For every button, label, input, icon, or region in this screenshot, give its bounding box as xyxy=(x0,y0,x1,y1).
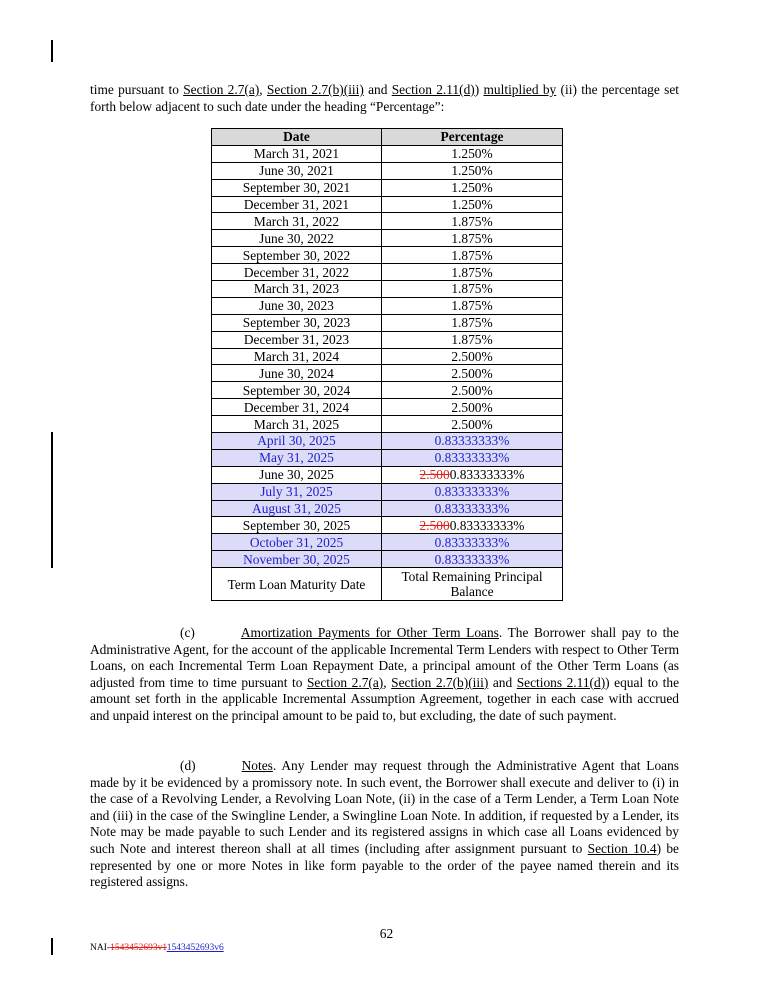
percent-sign: % xyxy=(513,517,525,533)
intro-text: , xyxy=(259,82,267,97)
percentage-cell: 1.875% xyxy=(382,331,563,348)
document-footer xyxy=(90,943,224,953)
date-cell: March 31, 2024 xyxy=(212,348,382,365)
header-date: Date xyxy=(212,129,382,146)
date-cell: June 30, 2024 xyxy=(212,365,382,382)
date-cell: November 30, 2025 xyxy=(212,551,382,568)
paragraph-text: and xyxy=(488,674,517,690)
table-row xyxy=(212,314,563,331)
table-row xyxy=(212,281,563,298)
table-row xyxy=(212,534,563,551)
footer-prefix: NAI- xyxy=(90,943,111,953)
percentage-cell: 1.875% xyxy=(382,230,563,247)
table-row xyxy=(212,179,563,196)
amortization-table xyxy=(211,128,563,601)
date-cell: December 31, 2024 xyxy=(212,399,382,416)
percentage-cell: 1.250% xyxy=(382,179,563,196)
deleted-percentage: 2.500 xyxy=(419,517,450,533)
table-row xyxy=(212,399,563,416)
section-ref: Section 2.11(d) xyxy=(391,82,475,97)
intro-paragraph xyxy=(90,82,679,115)
paragraph-c xyxy=(90,625,679,725)
percentage-cell: 1.250% xyxy=(382,162,563,179)
paragraph-d xyxy=(90,758,679,891)
date-cell: October 31, 2025 xyxy=(212,534,382,551)
percentage-cell: 1.875% xyxy=(382,314,563,331)
paragraph-text: ) equal to the amount set forth in the applicable Incremental Assumption Agreement, together in each case with accrued and unpaid interest on the principal amount to be paid to, but excluding, the date of such payment. xyxy=(90,674,680,723)
date-cell: September 30, 2025 xyxy=(212,517,382,534)
table-row xyxy=(212,416,563,433)
percentage-cell: 2.500% xyxy=(382,399,563,416)
section-ref: Sections 2.11(d) xyxy=(516,674,606,690)
page-number: 62 xyxy=(379,926,394,941)
table-row xyxy=(212,433,563,450)
percentage-cell: 1.875% xyxy=(382,281,563,298)
percentage-cell: 2.500% xyxy=(382,416,563,433)
table-row xyxy=(212,517,563,534)
paragraph-label: (c) xyxy=(180,625,195,640)
percentage-cell: 0.83333333% xyxy=(382,534,563,551)
table-row xyxy=(212,196,563,213)
date-cell: Term Loan Maturity Date xyxy=(212,568,382,601)
percentage-cell: 2.500% xyxy=(382,348,563,365)
table-row xyxy=(212,297,563,314)
table-row xyxy=(212,551,563,568)
percent-sign: % xyxy=(513,467,525,483)
percentage-cell: 1.875% xyxy=(382,264,563,281)
table-row xyxy=(212,331,563,348)
section-ref: Section 2.7(a) xyxy=(306,674,384,690)
footer-added-id: 1543452693v6 xyxy=(166,943,224,953)
percentage-cell: 1.250% xyxy=(382,145,563,162)
date-cell: September 30, 2021 xyxy=(212,179,382,196)
table-row xyxy=(212,348,563,365)
date-cell: September 30, 2022 xyxy=(212,247,382,264)
date-cell: June 30, 2021 xyxy=(212,162,382,179)
percentage-cell: 1.875% xyxy=(382,247,563,264)
percentage-cell: Total Remaining Principal Balance xyxy=(382,568,563,601)
table-row xyxy=(212,247,563,264)
date-cell: June 30, 2025 xyxy=(212,466,382,483)
percentage-cell: 0.83333333% xyxy=(382,483,563,500)
date-cell: August 31, 2025 xyxy=(212,500,382,517)
percentage-cell: 0.83333333% xyxy=(382,551,563,568)
date-cell: September 30, 2024 xyxy=(212,382,382,399)
intro-text: ) xyxy=(474,82,484,97)
paragraph-text: . The Borrower shall pay to the Administrative Agent, for the account of the applicable Incremental Term Lenders with respect to Other Term Loans, on each Incremental Term Loan Repayment Date, a principal amount of the Other Term Loans (as adjusted from time to time pursuant to xyxy=(90,625,679,690)
paragraph-text: . Any Lender may request through the Administrative Agent that Loans made by it be evidenced by a promissory note. In such event, the Borrower shall execute and deliver to (i) in the case of a Revolving Lender, a Revolving Loan Note, (ii) in the case of a Term Lender, a Term Loan Note and (iii) in the case of the Swingline Lender, a Swingline Loan Note. In addition, if requested by a Lender, its Note may be made payable to such Lender and its registered assigns in which case all Loans evidenced by such Note and interest thereon shall at all times (including after assignment pursuant to xyxy=(90,758,679,856)
date-cell: June 30, 2023 xyxy=(212,297,382,314)
paragraph-label: (d) xyxy=(180,758,196,773)
intro-text: and xyxy=(363,82,392,97)
added-percentage: 0.83333333 xyxy=(449,467,514,483)
date-cell: December 31, 2021 xyxy=(212,196,382,213)
section-ref: Section 10.4 xyxy=(587,840,657,856)
table-row xyxy=(212,365,563,382)
date-cell: June 30, 2022 xyxy=(212,230,382,247)
date-cell: March 31, 2021 xyxy=(212,145,382,162)
percentage-cell: 2.500% xyxy=(382,382,563,399)
deleted-percentage: 2.500 xyxy=(419,467,450,483)
section-ref: Section 2.7(a) xyxy=(183,82,260,97)
percentage-cell: 1.250% xyxy=(382,196,563,213)
date-cell: July 31, 2025 xyxy=(212,483,382,500)
change-bar-top xyxy=(51,40,53,62)
percentage-cell xyxy=(382,517,563,534)
date-cell: March 31, 2023 xyxy=(212,281,382,298)
date-cell: April 30, 2025 xyxy=(212,433,382,450)
date-cell: May 31, 2025 xyxy=(212,449,382,466)
date-cell: March 31, 2022 xyxy=(212,213,382,230)
table-row xyxy=(212,382,563,399)
table-row xyxy=(212,449,563,466)
footer-deleted-id: 1543452693v1 xyxy=(110,943,167,953)
percentage-cell: 1.875% xyxy=(382,213,563,230)
percentage-cell: 2.500% xyxy=(382,365,563,382)
table-row xyxy=(212,213,563,230)
header-percentage: Percentage xyxy=(382,129,563,146)
table-row xyxy=(212,466,563,483)
paragraph-text: ) be represented by one or more Notes in like form payable to the order of the payee named therein and its registered assigns. xyxy=(90,840,679,890)
paragraph-text: , xyxy=(383,674,392,690)
percentage-cell: 1.875% xyxy=(382,297,563,314)
intro-text: (ii) the percentage set forth below adjacent to such date under the heading “Percentage”: xyxy=(90,82,679,114)
date-cell: December 31, 2022 xyxy=(212,264,382,281)
date-cell: March 31, 2025 xyxy=(212,416,382,433)
table-row xyxy=(212,483,563,500)
table-row xyxy=(212,230,563,247)
change-bar-table xyxy=(51,432,53,568)
added-percentage: 0.83333333 xyxy=(449,517,514,533)
date-cell: September 30, 2023 xyxy=(212,314,382,331)
percentage-cell xyxy=(382,466,563,483)
paragraph-heading: Notes xyxy=(241,758,273,773)
percentage-cell: 0.83333333% xyxy=(382,433,563,450)
table-header-row xyxy=(212,129,563,146)
multiplied-by: multiplied by xyxy=(483,82,557,97)
section-ref: Section 2.7(b)(iii) xyxy=(266,82,364,97)
table-row xyxy=(212,500,563,517)
table-row-maturity xyxy=(212,568,563,601)
table-row xyxy=(212,162,563,179)
paragraph-heading: Amortization Payments for Other Term Loans xyxy=(240,625,499,640)
table-row xyxy=(212,145,563,162)
table-row xyxy=(212,264,563,281)
percentage-cell: 0.83333333% xyxy=(382,500,563,517)
section-ref: Section 2.7(b)(iii) xyxy=(391,674,489,690)
percentage-cell: 0.83333333% xyxy=(382,449,563,466)
intro-text: time pursuant to xyxy=(90,82,184,97)
date-cell: December 31, 2023 xyxy=(212,331,382,348)
